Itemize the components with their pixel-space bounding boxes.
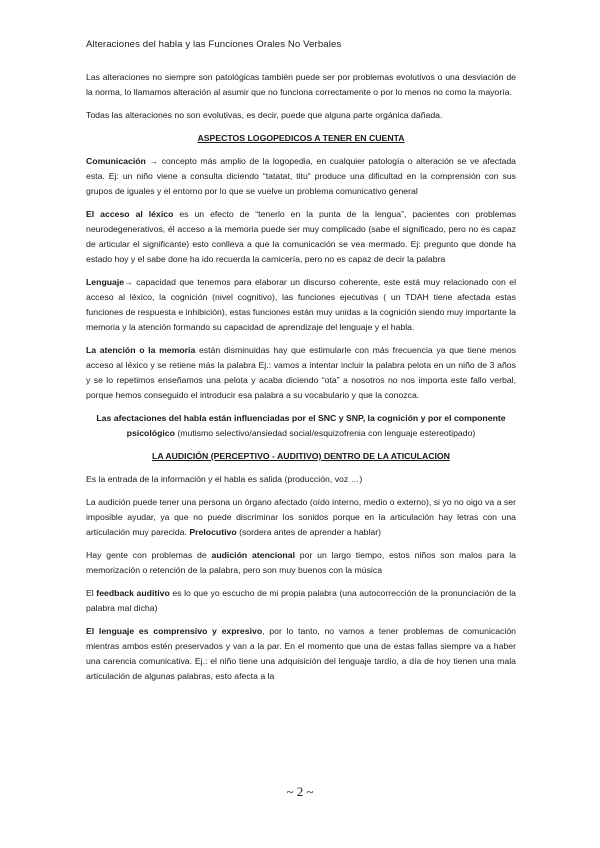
term-comunicacion: Comunicación <box>86 156 146 166</box>
paragraph-atencion: La atención o la memoria están disminuidas hay que estimularle con más frecuencia ya que tiene menos acceso al léxico y se retiene más la palabra Ej.: vamos a intentar incluir la palabra pelota en un niño de 3 años y se lo repetimos enseñamos una pelota y acaba diciendo “ota” a nosotros no nos importa este fallo verbal, porque hemos conseguido el introducir esa palabra a su vocabulario y que la conozca. <box>86 345 516 400</box>
term-feedback-auditivo: feedback auditivo <box>96 588 170 598</box>
page-content <box>86 70 516 692</box>
paragraph-afectaciones: Las afectaciones del habla están influenciadas por el SNC y SNP, la cognición y por el componente psicológico (mutismo selectivo/ansiedad social/esquizofrenia con lenguaje estereotipado) <box>96 413 506 438</box>
paragraph-alteraciones: Las alteraciones no siempre son patológicas también puede ser por problemas evolutivos o una desviación de la norma, lo llamamos alteración al asumir que no funciona correctamente o por lo menos no como la mayoría. <box>86 72 516 97</box>
term-lenguaje: Lenguaje <box>86 277 125 287</box>
term-acceso-lexico: El acceso al léxico <box>86 209 174 219</box>
paragraph-feedback: El feedback auditivo es lo que yo escucho de mi propia palabra (una autocorrección de la pronunciación de la palabra mal dicha) <box>86 588 517 613</box>
term-atencion: La atención o la memoria <box>86 345 196 355</box>
term-audicion-atencional: audición atencional <box>211 550 295 560</box>
paragraph-evolutivas: Todas las alteraciones no son evolutivas, es decir, puede que alguna parte orgánica dañada. <box>86 110 443 120</box>
term-comprensivo-expresivo: El lenguaje es comprensivo y expresivo <box>86 626 263 636</box>
paragraph-atencional: Hay gente con problemas de audición atencional por un largo tiempo, estos niños son malos para la memorización o retención de la palabra, pero son muy buenos con la música <box>86 550 516 575</box>
paragraph-comunicacion: Comunicación → concepto más amplio de la logopedia, en cualquier patología o alteración se ve afectada esta. Ej: un niño viene a consulta diciendo “tatatat, titu“ produce una dificultad en la comprensión con sus grupos de iguales y el entorno por lo que se vuelve un problema comunicativo general <box>86 156 516 196</box>
paragraph-entrada: Es la entrada de la información y el habla es salida (producción, voz …) <box>86 474 363 484</box>
section-heading-aspectos: ASPECTOS LOGOPEDICOS A TENER EN CUENTA <box>197 133 405 143</box>
term-prelocutivo: Prelocutivo <box>189 527 237 537</box>
section-heading-audicion: LA AUDICIÓN (PERCEPTIVO - AUDITIVO) DENTRO DE LA ATICULACION <box>152 451 450 461</box>
paragraph-audicion: La audición puede tener una persona un órgano afectado (oído interno, medio o externo), si yo no oigo va a ser imposible ayudar, ya que no puede discriminar los sonidos porque en la articulación hay letras con una articulación muy parecida. Prelocutivo (sordera antes de aprender a hablar) <box>86 497 516 537</box>
page-number: ~ 2 ~ <box>286 784 314 799</box>
paragraph-acceso-lexico: El acceso al léxico es un efecto de “tenerlo en la punta de la lengua”, pacientes con problemas neurodegenerativos, él acceso a la memoria puede ser muy complicado (sabe el significado, pero no es capaz de articular el significante) esto conlleva a que la comunicación se vea mermado. Ej: pregunto que donde ha estado hoy y el sabe done ha ido recuerda la carnicería, pero no es capaz de decir la palabra <box>86 209 516 264</box>
paragraph-lenguaje: Lenguaje→ capacidad que tenemos para elaborar un discurso coherente, este está muy relacionado con el acceso al léxico, la cognición (nivel cognitivo), las funciones ejecutivas ( un TDAH tiene afectada estas funciones de respuesta e inhibición), estas funciones están muy unidas a la cognición siendo muy importante la memoria y la atención formando su capacidad de aprendizaje del lenguaje y el habla. <box>86 277 516 332</box>
running-header: Alteraciones del habla y las Funciones Orales No Verbales <box>86 39 342 50</box>
paragraph-comprensivo: El lenguaje es comprensivo y expresivo, por lo tanto, no vamos a tener problemas de comunicación mientras ambos estén preservados y van a la par. En el momento que una de estas fallas siempre va a haber una carencia comunicativa. Ej.: el niño tiene una adquisición del lenguaje tardío, a día de hoy tienen una mala articulación de algunas palabras, esto afecta a la <box>86 626 516 681</box>
